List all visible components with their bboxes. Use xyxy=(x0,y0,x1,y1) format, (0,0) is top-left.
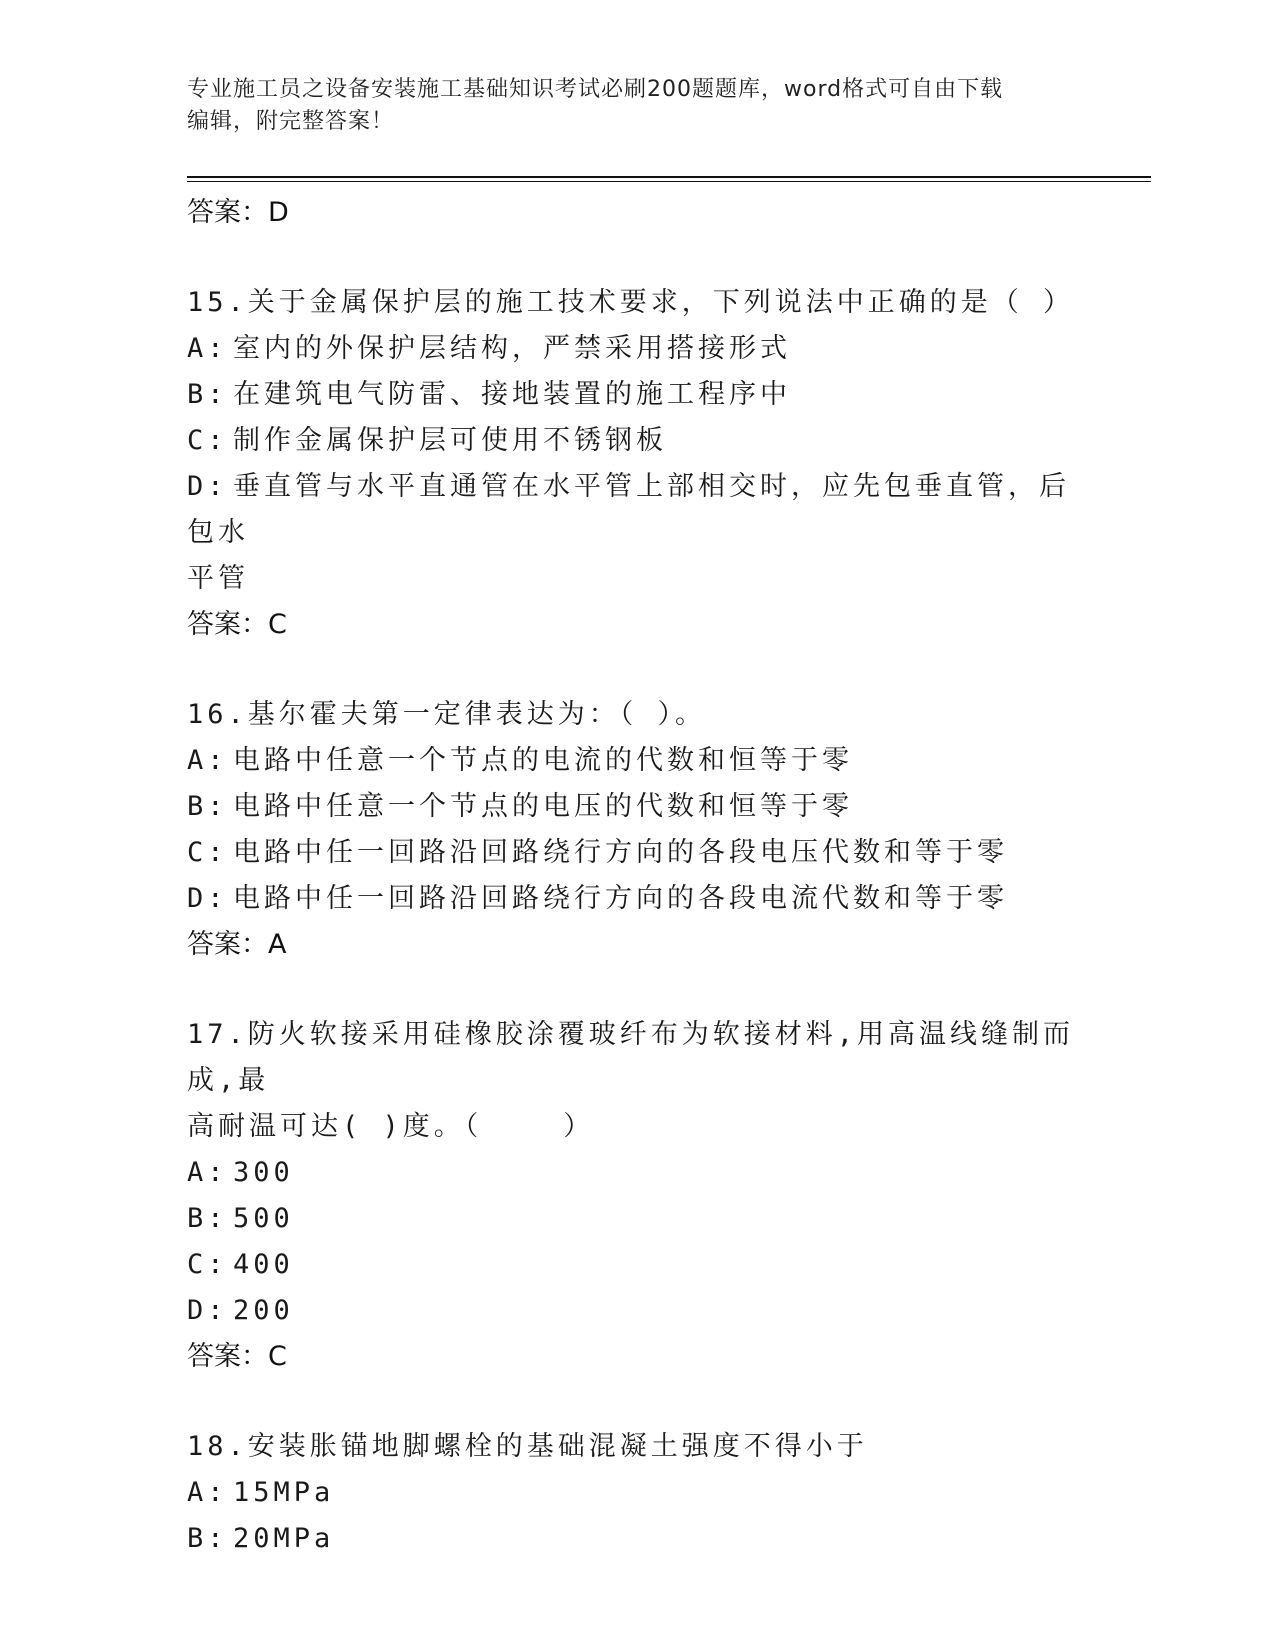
option-text: 20MPa xyxy=(233,1523,335,1554)
answer-line: 答案：C xyxy=(187,609,287,640)
option-key: A: xyxy=(187,333,228,364)
question-stem: 15.关于金属保护层的施工技术要求，下列说法中正确的是（ ） xyxy=(187,287,1075,318)
option-continuation: 平管 xyxy=(187,563,249,594)
option-text: 在建筑电气防雷、接地装置的施工程序中 xyxy=(233,379,791,410)
option-key: A: xyxy=(187,745,228,776)
header-title-line-2: 编辑，附完整答案！ xyxy=(187,109,395,134)
option-key: C: xyxy=(187,425,228,456)
option-text: 电路中任一回路沿回路绕行方向的各段电压代数和等于零 xyxy=(233,837,1008,868)
document-header xyxy=(187,74,1087,138)
option-line xyxy=(187,1242,1087,1288)
option-line xyxy=(187,372,1087,418)
document-body xyxy=(187,190,1087,1562)
option-key: B: xyxy=(187,1203,228,1234)
option-line xyxy=(187,1516,1087,1562)
header-divider-thin xyxy=(187,181,1151,182)
question-block xyxy=(187,1424,1087,1562)
header-title-line-1: 专业施工员之设备安装施工基础知识考试必刷200题题库，word格式可自由下载 xyxy=(187,77,1004,102)
answer-line: 答案：C xyxy=(187,1341,287,1372)
option-line xyxy=(187,738,1087,784)
question-stem: 18.安装胀锚地脚螺栓的基础混凝土强度不得小于 xyxy=(187,1431,868,1462)
option-line xyxy=(187,1196,1087,1242)
answer-line: 答案：D xyxy=(187,197,289,228)
option-text: 15MPa xyxy=(233,1477,335,1508)
question-block xyxy=(187,280,1087,648)
option-line xyxy=(187,1470,1087,1516)
option-line xyxy=(187,876,1087,922)
option-line xyxy=(187,418,1087,464)
question-stem-continuation: 高耐温可达( )度。（ ） xyxy=(187,1111,595,1142)
option-key: D: xyxy=(187,883,228,914)
option-text: 电路中任意一个节点的电压的代数和恒等于零 xyxy=(233,791,853,822)
option-text: 500 xyxy=(233,1203,294,1234)
option-key: B: xyxy=(187,379,228,410)
option-text: 垂直管与水平直通管在水平管上部相交时，应先包垂直管，后包水 xyxy=(187,471,1070,548)
option-key: A: xyxy=(187,1477,228,1508)
answer-line: 答案：A xyxy=(187,929,287,960)
option-key: B: xyxy=(187,1523,228,1554)
option-text: 电路中任一回路沿回路绕行方向的各段电流代数和等于零 xyxy=(233,883,1008,914)
option-key: D: xyxy=(187,1295,228,1326)
header-divider-thick xyxy=(187,176,1151,178)
option-text: 200 xyxy=(233,1295,294,1326)
option-text: 室内的外保护层结构，严禁采用搭接形式 xyxy=(233,333,791,364)
question-block xyxy=(187,692,1087,968)
option-key: C: xyxy=(187,1249,228,1280)
question-block xyxy=(187,1012,1087,1380)
option-text: 制作金属保护层可使用不锈钢板 xyxy=(233,425,667,456)
option-key: A: xyxy=(187,1157,228,1188)
option-line xyxy=(187,784,1087,830)
option-text: 300 xyxy=(233,1157,294,1188)
option-line xyxy=(187,1288,1087,1334)
option-line xyxy=(187,1150,1087,1196)
option-line xyxy=(187,326,1087,372)
option-text: 电路中任意一个节点的电流的代数和恒等于零 xyxy=(233,745,853,776)
question-stem: 17.防火软接采用硅橡胶涂覆玻纤布为软接材料,用高温线缝制而成,最 xyxy=(187,1019,1075,1096)
option-key: B: xyxy=(187,791,228,822)
option-line xyxy=(187,464,1087,556)
option-line xyxy=(187,830,1087,876)
option-text: 400 xyxy=(233,1249,294,1280)
option-key: D: xyxy=(187,471,228,502)
option-key: C: xyxy=(187,837,228,868)
question-stem: 16.基尔霍夫第一定律表达为：（ ）。 xyxy=(187,699,707,730)
